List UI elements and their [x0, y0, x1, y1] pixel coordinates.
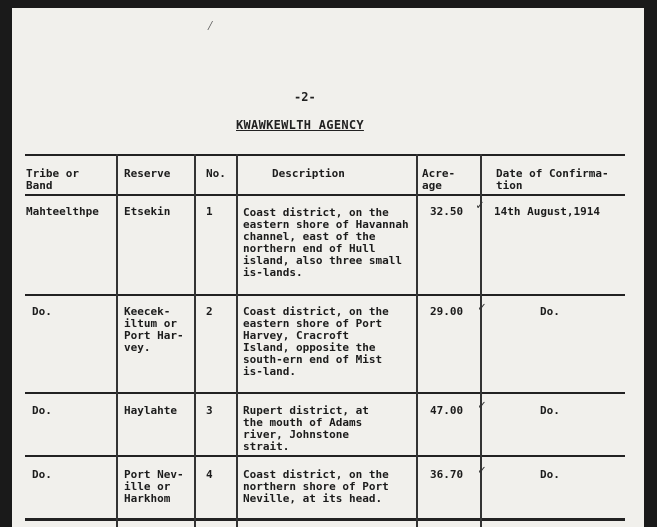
check-mark-icon: ✓	[478, 463, 486, 478]
pen-mark: ⁄	[206, 18, 215, 34]
row1-description: Coast district, on the eastern shore of Havannah channel, east of the northern end of Hull island, also three small is-lands.	[243, 206, 409, 279]
row1-reserve: Etsekin	[124, 205, 171, 218]
row2-date: Do.	[540, 305, 560, 318]
document-page	[12, 8, 644, 527]
row4-reserve: Port Nev-ille or Harkhom	[124, 468, 184, 505]
row3-date: Do.	[540, 404, 560, 417]
row2-tribe: Do.	[32, 305, 52, 318]
check-mark-icon: ✓	[476, 198, 484, 213]
row4-no: 4	[206, 468, 213, 481]
row4-description: Coast district, on the northern shore of Port Neville, at its head.	[243, 468, 389, 505]
row2-reserve: Keecek-iltum or Port Har-vey.	[124, 305, 184, 354]
row1-acreage: 32.50	[430, 205, 464, 218]
row-divider	[25, 392, 625, 394]
header-description: Description	[272, 167, 345, 180]
table-bottom-rule	[25, 518, 625, 521]
header-reserve: Reserve	[124, 167, 171, 180]
agency-title: KWAWKEWLTH AGENCY	[236, 118, 364, 132]
column-divider	[416, 154, 418, 527]
row2-no: 2	[206, 305, 213, 318]
header-tribe: Tribe or Band	[26, 167, 79, 192]
column-divider	[236, 154, 238, 527]
check-mark-icon: ✓	[478, 300, 486, 315]
header-bottom-rule	[25, 194, 625, 196]
row1-tribe: Mahteelthpe	[26, 205, 99, 218]
row3-no: 3	[206, 404, 213, 417]
row3-reserve: Haylahte	[124, 404, 177, 417]
page-number: -2-	[294, 90, 316, 104]
check-mark-icon: ✓	[478, 398, 486, 413]
header-acreage: Acre-age	[422, 167, 456, 192]
row2-description: Coast district, on the eastern shore of Port Harvey, Cracroft Island, opposite the south-ern end of Mist is-land.	[243, 305, 389, 378]
row4-tribe: Do.	[32, 468, 52, 481]
header-no: No.	[206, 167, 226, 180]
row-divider	[25, 294, 625, 296]
row3-acreage: 47.00	[430, 404, 464, 417]
row2-acreage: 29.00	[430, 305, 464, 318]
column-divider	[194, 154, 196, 527]
column-divider	[116, 154, 118, 527]
row4-acreage: 36.70	[430, 468, 464, 481]
row-divider	[25, 455, 625, 457]
row3-tribe: Do.	[32, 404, 52, 417]
table-top-rule	[25, 154, 625, 156]
row1-date: 14th August,1914	[494, 205, 600, 218]
row4-date: Do.	[540, 468, 560, 481]
header-date: Date of Confirma-tion	[496, 167, 609, 192]
row1-no: 1	[206, 205, 213, 218]
row3-description: Rupert district, at the mouth of Adams river, Johnstone strait.	[243, 404, 369, 453]
